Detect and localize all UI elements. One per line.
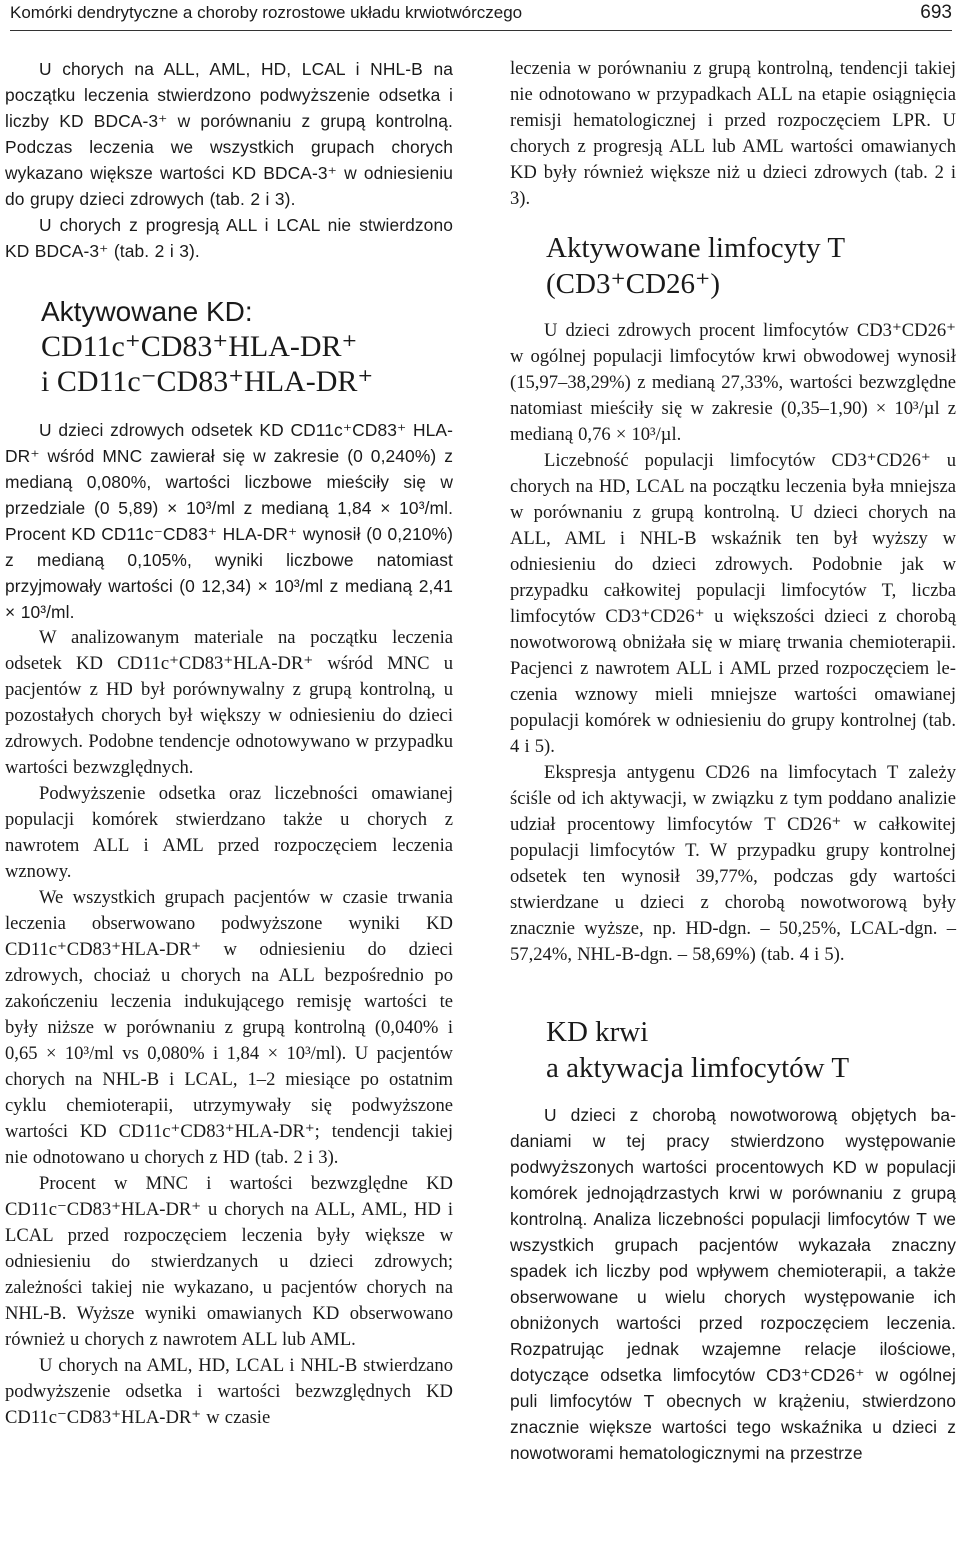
section-heading xyxy=(510,230,956,302)
paragraph: U dzieci zdrowych odsetek KD CD11c⁺CD83⁺ HLA-DR⁺ wśród MNC zawierał się w zakresie (0 0,240%) z medianą 0,080%, wartości liczbowe mieściły się w przedziale (0 5,89) × 10³/ml z medianą 1,84 × 10³/ml. Procent KD CD11c⁻CD83⁺ HLA-DR⁺ wynosił (0 0,210%) z medianą 0,105%, wyniki liczbowe natomiast przyjmowały wartości (0 12,34) × 10³/ml z medianą 2,41 × 10³/ml. xyxy=(5,420,453,622)
heading-line: (CD3⁺CD26⁺) xyxy=(546,268,720,300)
paragraph: U chorych na ALL, AML, HD, LCAL i NHL-B na początku leczenia stwierdzono podwyższenie odsetka i liczby KD BDCA-3⁺ w porównaniu z grupą kontrolną. Podczas leczenia we wszystkich grupach chorych wykazano większe wartości KD BDCA-3⁺ w odniesieniu do grupy dzieci zdrowych (tab. 2 i 3). xyxy=(5,59,453,209)
running-head xyxy=(10,0,952,31)
right-column xyxy=(510,56,956,1466)
heading-line: CD11c⁺CD83⁺HLA-DR⁺ xyxy=(41,330,358,363)
heading-line: Aktywowane KD: xyxy=(41,296,253,327)
heading-line: a aktywacja limfocytów T xyxy=(546,1052,850,1084)
paragraph: Podwyższenie odsetka oraz liczebności omawianej populacji komórek stwierdzano także u chorych z nawrotem ALL i AML przed rozpoczęciem leczenia wznowy. xyxy=(5,783,453,882)
heading-line: i CD11c⁻CD83⁺HLA-DR⁺ xyxy=(41,365,374,398)
paragraph: Liczebność populacji limfocytów CD3⁺CD26⁺ u chorych na HD, LCAL na początku leczenia była mniejsza w porównaniu z grupą kontrolną. U dzieci chorych na ALL, AML i NHL-B wskaźnik ten był wyższy w odniesieniu do dzieci zdrowych. Podobnie jak w przypadku całkowitej populacji limfocytów T, liczba limfocytów CD3⁺CD26⁺ u większości dzieci z chorobą nowotworową obniżała się w miarę trwania chemioterapii. Pacjenci z nawrotem ALL i AML przed rozpoczęciem leczenia wznowy mieli mniejsze wartości omawianej populacji komórek w odniesieniu do grupy kontrolnej (tab. 4 i 5). xyxy=(510,450,956,757)
left-column xyxy=(5,56,453,1431)
section-heading xyxy=(510,1014,956,1086)
running-title: Komórki dendrytyczne a choroby rozrostowe układu krwiotwórczego xyxy=(10,3,523,22)
heading-line: KD krwi xyxy=(546,1016,649,1048)
page-number: 693 xyxy=(920,2,952,23)
paragraph: leczenia w porównaniu z grupą kontrolną, tendencji takiej nie odnotowano w przypadkach ALL na etapie osiągnięcia remisji hematologicznej i przed rozpoczęciem LPR. U chorych z progresją ALL lub AML wartości omawianych KD były również większe niż u dzieci zdrowych (tab. 2 i 3). xyxy=(510,58,956,209)
paragraph: We wszystkich grupach pacjentów w czasie trwania leczenia obserwowano podwyższone wyniki KD CD11c⁺CD83⁺HLA-DR⁺ w odniesieniu do dzieci zdrowych, chociaż u chorych na ALL bezpośrednio po zakończeniu leczenia indukującego remisję wartości te były niższe w porównaniu z grupą kontrolną (0,040% i 0,65 × 10³/ml vs 0,080% i 1,84 × 10³/ml). U pacjentów chorych na NHL-B i LCAL, 1–2 miesiące po ostatnim cyklu chemioterapii, utrzymywały się podwyższone wartości KD CD11c⁺CD83⁺HLA-DR⁺; tendencji takiej nie odnotowano u chorych z HD (tab. 2 i 3). xyxy=(5,887,453,1168)
paragraph: W analizowanym materiale na początku leczenia odsetek KD CD11c⁺CD83⁺HLA-DR⁺ wśród MNC u pacjentów z HD był porównywalny z grupą kontrolną, u pozostałych chorych był większy w odniesieniu do dzieci zdrowych. Podobne tendencje odnotowywano w przypadku wartości bezwzględnych. xyxy=(5,627,453,778)
paragraph: U chorych z progresją ALL i LCAL nie stwierdzono KD BDCA-3⁺ (tab. 2 i 3). xyxy=(5,215,453,261)
paragraph: Ekspresja antygenu CD26 na limfocytach T zależy ściśle od ich aktywacji, w związku z tym poddano analizie udział procentowy limfocytów T CD26⁺ w całkowitej populacji limfocytów T. W przypadku grupy kontrolnej odsetek ten wynosił 39,77%, podczas gdy wartości stwierdzane u dzieci z chorobą nowotworową były znacznie wyższe, np. HD-dgn. – 50,25%, LCAL-dgn. – 57,24%, NHL-B-dgn. – 58,69%) (tab. 4 i 5). xyxy=(510,762,956,965)
paragraph: Procent w MNC i wartości bezwzględne KD CD11c⁻CD83⁺HLA-DR⁺ u chorych na ALL, AML, HD i LCAL przed rozpoczęciem leczenia były większe w odniesieniu do stwierdzanych u dzieci zdrowych; zależności takiej nie wykazano, u pacjentów chorych na NHL-B. Wyższe wyniki omawianych KD obserwowano również u chorych z nawrotem ALL lub AML. xyxy=(5,1173,453,1350)
heading-line: Aktywowane limfocyty T xyxy=(546,232,846,264)
paragraph: U dzieci z chorobą nowotworową objętych badaniami w tej pracy stwierdzono występowanie podwyższonych wartości procentowych KD w populacji komórek jednojądrzastych krwi w porównaniu z grupą kontrolną. Analiza liczebności populacji limfocytów T we wszystkich grupach pacjentów wykazała znaczny spadek ich liczby pod wpływem chemioterapii, a także obserwowane u wielu chorych występowanie ich obniżonych wartości przed rozpoczęciem leczenia. Rozpatrując jednak wzajemne relacje ilościowe, dotyczące odsetka limfocytów CD3⁺CD26⁺ w ogólnej puli limfocytów T obecnych w krążeniu, stwierdzono znacznie większe wartości tego wskaźnika u dzieci z nowotworami hematologicznymi na przestrze xyxy=(510,1105,956,1463)
paragraph: U dzieci zdrowych procent limfocytów CD3⁺CD26⁺ w ogólnej populacji limfocytów krwi obwodowej wynosił (15,97–38,29%) z medianą 27,33%, wartości bezwzględne natomiast mieściły się w zakresie (0,35–1,90) × 10³/µl z medianą 0,76 × 10³/µl. xyxy=(510,320,956,445)
section-heading xyxy=(5,294,453,399)
paragraph: U chorych na AML, HD, LCAL i NHL-B stwierdzano podwyższenie odsetka i wartości bezwzględnych KD CD11c⁻CD83⁺HLA-DR⁺ w czasie xyxy=(5,1355,453,1428)
